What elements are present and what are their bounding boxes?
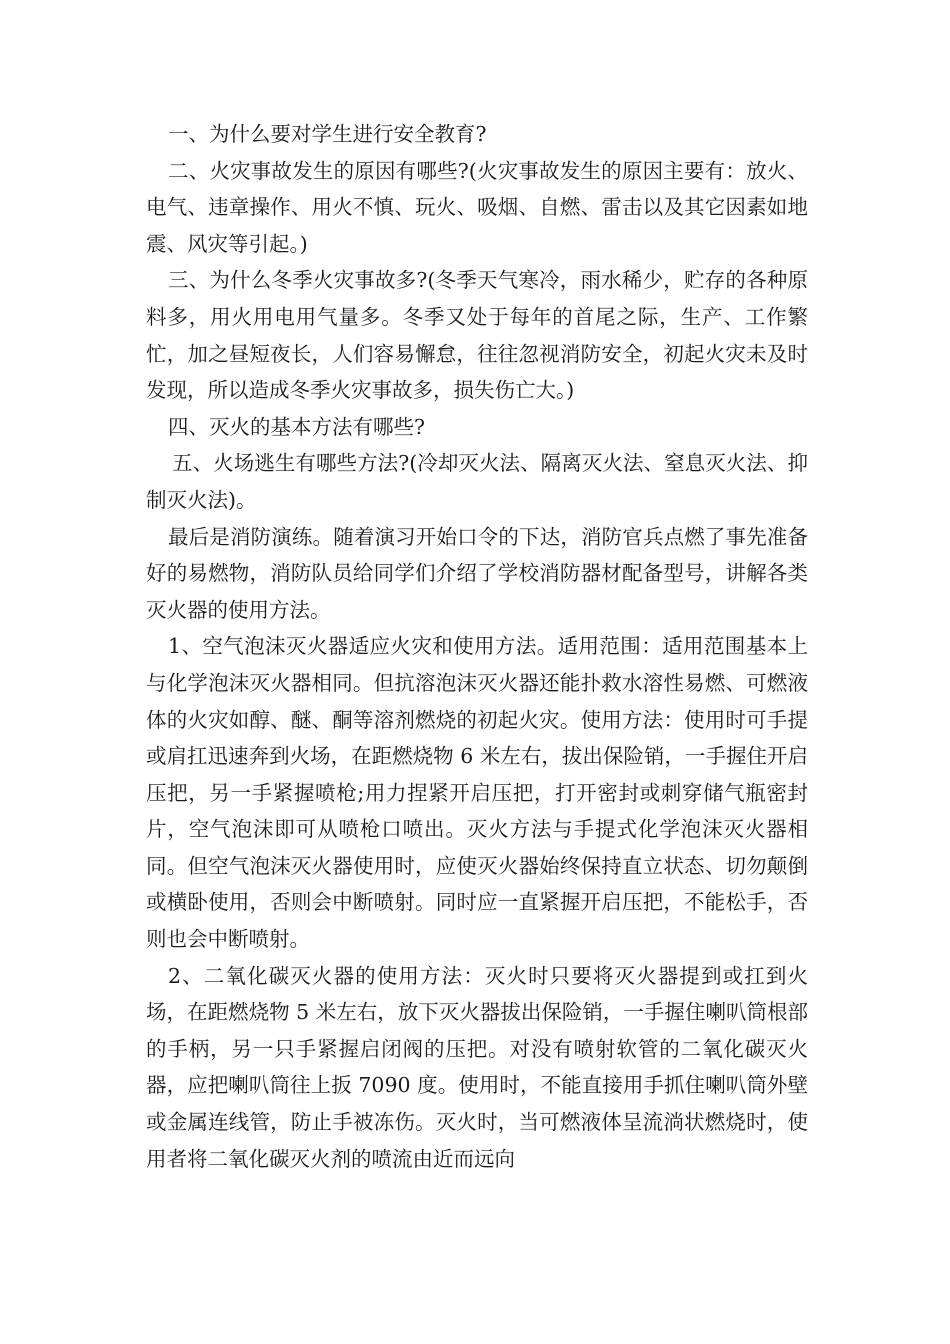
paragraph-foam-extinguisher: 1、空气泡沫灭火器适应火灾和使用方法。适用范围：适用范围基本上与化学泡沫灭火器相同。但抗溶泡沫灭火器还能扑救水溶性易燃、可燃液体的火灾如醇、醚、酮等溶剂燃烧的初起火灾。使用方法：使用时可手提或肩扛迅速奔到火场，在距燃烧物 6 米左右，拔出保险销，一手握住开启压把，另一手紧握喷枪;用力捏紧开启压把，打开密封或刺穿储气瓶密封片，空气泡沫即可从喷枪口喷出。灭火方法与手提式化学泡沫灭火器相同。但空气泡沫灭火器使用时，应使灭火器始终保持直立状态、切勿颠倒或横卧使用，否则会中断喷射。同时应一直紧握开启压把，不能松手，否则也会中断喷射。 — [146, 634, 808, 952]
paragraph-question-3: 三、为什么冬季火灾事故多?(冬季天气寒冷，雨水稀少，贮存的各种原料多，用火用电用气量多。冬季又处于每年的首尾之际，生产、工作繁忙，加之昼短夜长，人们容易懈怠，往往忽视消防安全，初起火灾未及时发现，所以造成冬季火灾事故多，损失伤亡大。) — [146, 268, 808, 403]
paragraph-question-5: 五、火场逃生有哪些方法?(冷却灭火法、隔离灭火法、窒息灭火法、抑制灭火法)。 — [146, 451, 808, 512]
document-body — [146, 116, 808, 1177]
paragraph-fire-drill: 最后是消防演练。随着演习开始口令的下达，消防官兵点燃了事先准备好的易燃物，消防队员给同学们介绍了学校消防器材配备型号，讲解各类灭火器的使用方法。 — [146, 524, 808, 622]
paragraph-question-4: 四、灭火的基本方法有哪些? — [168, 414, 425, 439]
paragraph-question-1: 一、为什么要对学生进行安全教育? — [168, 122, 487, 146]
paragraph-co2-extinguisher: 2、二氧化碳灭火器的使用方法：灭火时只要将灭火器提到或扛到火场，在距燃烧物 5 米左右，放下灭火器拔出保险销，一手握住喇叭筒根部的手柄，另一只手紧握启闭阀的压把。对没有喷射软管的二氧化碳灭火器，应把喇叭筒往上扳 7090 度。使用时，不能直接用手抓住喇叭筒外壁或金属连线管，防止手被冻伤。灭火时，当可燃液体呈流淌状燃烧时，使用者将二氧化碳灭火剂的喷流由近而远向 — [146, 963, 808, 1171]
paragraph-question-2: 二、火灾事故发生的原因有哪些?(火灾事故发生的原因主要有：放火、电气、违章操作、用火不慎、玩火、吸烟、自燃、雷击以及其它因素如地震、风灾等引起。) — [146, 158, 808, 256]
